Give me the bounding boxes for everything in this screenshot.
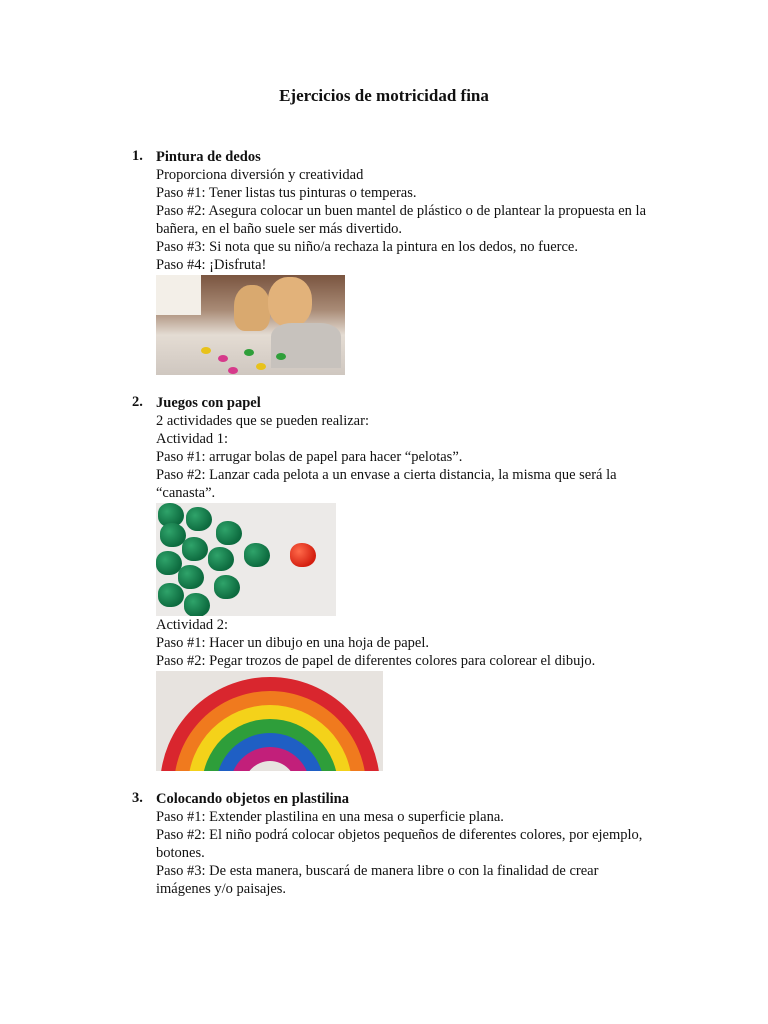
section-heading: Juegos con papel — [156, 395, 261, 411]
document-title: Ejercicios de motricidad fina — [279, 86, 489, 105]
text-line: Paso #2: Asegura colocar un buen mantel de plástico o de plantear la propuesta en la bañera, en el baño suele ser más divertido. — [156, 203, 647, 237]
text-line: Proporciona diversión y creatividad — [156, 167, 364, 183]
text-line: Paso #2: Pegar trozos de papel de diferentes colores para colorear el dibujo. — [156, 653, 596, 669]
text-line: Paso #3: Si nota que su niño/a rechaza la pintura en los dedos, no fuerce. — [156, 239, 578, 255]
section-number: 1. — [132, 148, 143, 164]
text-line: Paso #1: Tener listas tus pinturas o temperas. — [156, 185, 417, 201]
paper-balls-photo — [156, 503, 336, 616]
text-line: Paso #1: Extender plastilina en una mesa o superficie plana. — [156, 809, 504, 825]
text-line: Paso #4: ¡Disfruta! — [156, 257, 267, 273]
text-line: Actividad 2: — [156, 617, 229, 633]
section-number: 3. — [132, 790, 143, 806]
text-line: Paso #2: El niño podrá colocar objetos pequeños de diferentes colores, por ejemplo, botones. — [156, 827, 643, 861]
section-heading: Pintura de dedos — [156, 149, 261, 165]
section-number: 2. — [132, 394, 143, 410]
text-line: Paso #1: arrugar bolas de papel para hacer “pelotas”. — [156, 449, 463, 465]
section-heading: Colocando objetos en plastilina — [156, 791, 349, 807]
text-line: Paso #3: De esta manera, buscará de manera libre o con la finalidad de crear imágenes y/o paisajes. — [156, 863, 599, 897]
text-line: Paso #1: Hacer un dibujo en una hoja de papel. — [156, 635, 430, 651]
text-line: Actividad 1: — [156, 431, 229, 447]
paper-rainbow-photo — [156, 671, 383, 771]
text-line: Paso #2: Lanzar cada pelota a un envase a cierta distancia, la misma que será la “canasta”. — [156, 467, 617, 501]
finger-painting-photo — [156, 275, 345, 375]
text-line: 2 actividades que se pueden realizar: — [156, 413, 369, 429]
